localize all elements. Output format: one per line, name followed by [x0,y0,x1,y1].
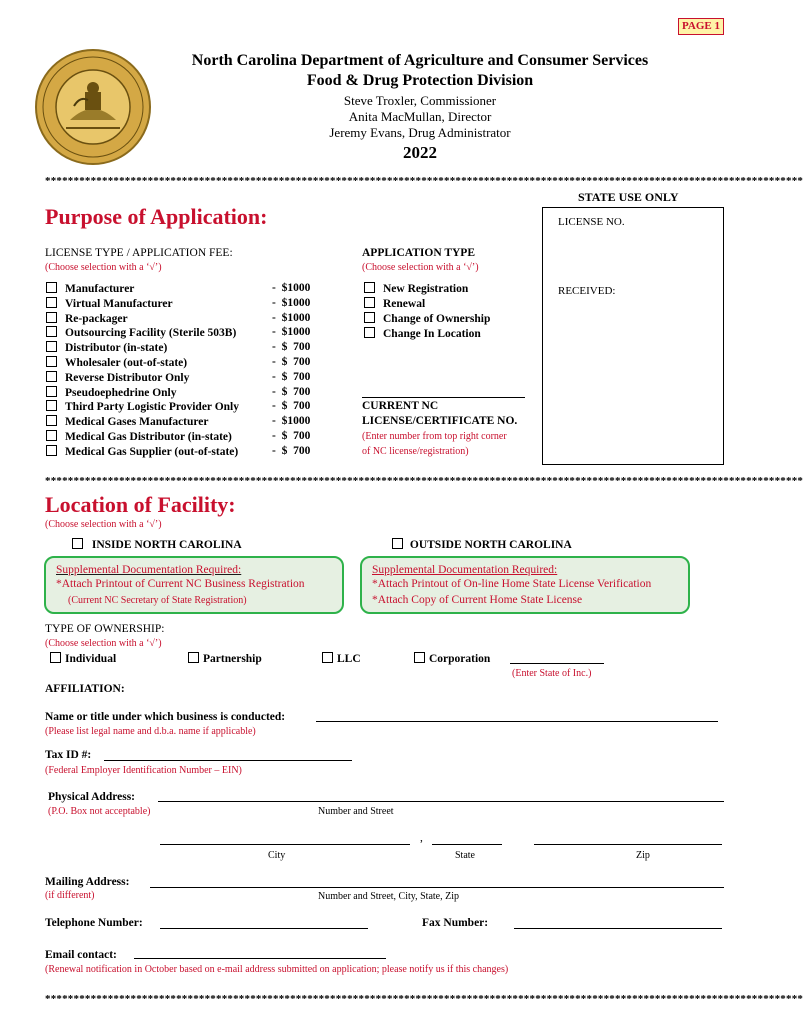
individual-label: Individual [65,653,117,665]
app-type-label: Change of Ownership [383,313,491,325]
license-type-checkbox[interactable] [46,326,57,337]
outside-doc-line1: *Attach Printout of On-line Home State License Verification [372,578,652,590]
license-type-checkbox[interactable] [46,312,57,323]
license-type-option[interactable] [46,341,167,354]
current-license-note-2: of NC license/registration) [362,446,469,457]
license-fee: - $ 700 [272,400,311,413]
outside-nc-option[interactable] [392,538,572,551]
license-fee: - $ 700 [272,430,311,442]
license-type-option[interactable] [46,430,232,443]
drug-administrator: Jeremy Evans, Drug Administrator [329,125,511,140]
license-no-label: LICENSE NO. [558,216,625,228]
zip-caption: Zip [636,850,650,861]
physical-address-field[interactable] [158,801,724,802]
license-type-label: Outsourcing Facility (Sterile 503B) [65,327,237,340]
license-type-checkbox[interactable] [46,386,57,397]
mailing-address-label: Mailing Address: [45,876,130,888]
email-note: (Renewal notification in October based on e-mail address submitted on application; please notify us if this changes) [45,964,509,975]
license-type-option[interactable] [46,312,128,325]
dept-title: North Carolina Department of Agriculture and Consumer Services [191,52,649,69]
comma: , [420,832,423,844]
page-label: PAGE 1 [678,18,724,35]
app-type-option[interactable] [364,327,481,340]
tax-id-label: Tax ID #: [45,749,92,761]
email-field[interactable] [134,958,386,959]
commissioner: Steve Troxler, Commissioner [343,93,497,108]
outside-nc-doc-box [360,556,690,614]
license-type-label: LICENSE TYPE / APPLICATION FEE: [45,247,233,259]
license-fee: - $ 700 [272,341,311,354]
license-type-checkbox[interactable] [46,282,57,293]
current-license-note-1: (Enter number from top right corner [362,431,507,442]
llc-checkbox[interactable] [322,652,333,663]
mailing-address-field[interactable] [150,887,724,888]
app-type-label: New Registration [383,283,469,295]
inside-nc-option[interactable] [72,538,242,551]
divider-stars: ************************************************************************************************************************************* [45,175,803,187]
license-type-checkbox[interactable] [46,430,57,441]
license-fee: - $1000 [272,415,311,428]
outside-doc-title: Supplemental Documentation Required: [372,564,558,576]
outside-nc-label: OUTSIDE NORTH CAROLINA [409,539,572,551]
app-type-choose: (Choose selection with a ‘√’) [362,262,479,273]
app-type-label: Change In Location [383,328,481,340]
inside-doc-line1: *Attach Printout of Current NC Business Registration [56,578,305,590]
current-license-label-1: CURRENT NC [362,400,439,412]
divider-stars: ************************************************************************************************************************************* [45,993,803,1005]
current-license-line[interactable] [362,397,525,398]
ownership-choose: (Choose selection with a ‘√’) [45,638,162,649]
ownership-llc[interactable] [322,652,361,665]
city-field[interactable] [160,844,410,845]
inside-doc-title: Supplemental Documentation Required: [56,564,242,576]
individual-checkbox[interactable] [50,652,61,663]
license-type-label: Reverse Distributor Only [65,371,190,384]
city-caption: City [268,850,286,861]
app-type-checkbox[interactable] [364,312,375,323]
license-type-option[interactable] [46,297,173,310]
telephone-label: Telephone Number: [45,917,143,929]
telephone-field[interactable] [160,928,368,929]
ownership-individual[interactable] [50,652,116,665]
partnership-checkbox[interactable] [188,652,199,663]
license-type-label: Medical Gases Manufacturer [65,416,209,429]
physical-address-note: (P.O. Box not acceptable) [48,806,151,817]
partnership-label: Partnership [203,653,262,665]
license-type-option[interactable] [46,445,238,458]
ownership-partnership[interactable] [188,652,262,665]
corporation-label: Corporation [429,653,491,665]
inside-nc-checkbox[interactable] [72,538,83,549]
license-fee: - $ 700 [272,356,311,368]
app-type-option[interactable] [364,297,425,310]
location-heading: Location of Facility: [45,492,236,517]
license-fee: - $1000 [272,311,311,324]
physical-address-label: Physical Address: [48,791,136,803]
license-type-checkbox[interactable] [46,445,57,456]
business-name-note: (Please list legal name and d.b.a. name if applicable) [45,726,256,737]
location-choose: (Choose selection with a ‘√’) [45,519,162,530]
license-type-option[interactable] [46,400,239,413]
license-type-label: Third Party Logistic Provider Only [65,401,239,414]
ncda-seal-logo [30,48,156,166]
llc-label: LLC [337,653,361,665]
license-type-option[interactable] [46,371,189,384]
license-type-checkbox[interactable] [46,356,57,367]
current-license-label-2: LICENSE/CERTIFICATE NO. [362,415,518,427]
license-type-option[interactable] [46,326,236,339]
license-fee: - $1000 [272,282,311,294]
app-type-label: Renewal [383,298,426,310]
tax-id-field[interactable] [104,760,352,761]
inside-nc-doc-box [44,556,344,614]
license-fee: - $ 700 [272,385,311,398]
license-type-label: Virtual Manufacturer [65,297,173,310]
app-type-option[interactable] [364,312,490,325]
license-type-option[interactable] [46,282,134,295]
app-type-checkbox[interactable] [364,297,375,308]
license-type-label: Manufacturer [65,283,135,295]
app-type-label: APPLICATION TYPE [362,247,475,259]
app-type-checkbox[interactable] [364,282,375,293]
email-label: Email contact: [45,949,117,961]
app-type-option[interactable] [364,282,468,295]
license-fee: - $1000 [272,296,311,309]
inside-nc-label: INSIDE NORTH CAROLINA [91,539,242,551]
state-field[interactable] [432,844,502,845]
outside-nc-checkbox[interactable] [392,538,403,549]
received-label: RECEIVED: [558,285,616,297]
state-use-box [542,207,724,465]
mailing-sub-caption: Number and Street, City, State, Zip [318,891,459,902]
license-type-label: Wholesaler (out-of-state) [65,357,188,369]
license-fee: - $ 700 [272,444,311,457]
license-type-label: Distributor (in-state) [65,342,168,355]
license-type-option[interactable] [46,415,209,428]
ownership-label: TYPE OF OWNERSHIP: [45,623,165,635]
year: 2022 [403,143,437,162]
fax-label: Fax Number: [422,917,489,929]
license-type-label: Medical Gas Supplier (out-of-state) [65,445,239,458]
state-inc-line[interactable] [510,663,604,664]
license-type-option[interactable] [46,386,177,399]
license-type-checkbox[interactable] [46,371,57,382]
business-name-label: Name or title under which business is conducted: [45,711,286,723]
license-type-checkbox[interactable] [46,415,57,426]
mailing-address-note: (if different) [45,890,95,901]
license-type-label: Medical Gas Distributor (in-state) [65,431,232,443]
license-fee: - $1000 [272,326,311,339]
license-type-checkbox[interactable] [46,341,57,352]
inside-doc-line2: (Current NC Secretary of State Registration) [68,595,247,606]
license-type-label: Re-packager [65,312,128,325]
purpose-heading: Purpose of Application: [45,204,268,229]
license-type-label: Pseudoephedrine Only [65,386,177,399]
outside-doc-line2: *Attach Copy of Current Home State License [372,594,583,606]
license-type-checkbox[interactable] [46,297,57,308]
division-title: Food & Drug Protection Division [306,72,534,89]
license-type-checkbox[interactable] [46,400,57,411]
app-type-checkbox[interactable] [364,327,375,338]
divider-stars: ************************************************************************************************************************************* [45,475,803,487]
zip-field[interactable] [534,844,722,845]
tax-id-note: (Federal Employer Identification Number – EIN) [45,765,242,776]
affiliation-label: AFFILIATION: [45,683,125,695]
license-type-choose: (Choose selection with a ‘√’) [45,262,162,273]
corporation-checkbox[interactable] [414,652,425,663]
state-caption: State [455,850,475,861]
fax-field[interactable] [514,928,722,929]
state-inc-note: (Enter State of Inc.) [512,668,592,679]
license-type-option[interactable] [46,356,187,369]
number-street-caption: Number and Street [318,806,394,817]
director: Anita MacMullan, Director [348,109,492,124]
ownership-corporation[interactable] [414,652,490,665]
license-fee: - $ 700 [272,370,311,383]
business-name-field[interactable] [316,721,718,722]
state-use-title: STATE USE ONLY [578,190,679,204]
